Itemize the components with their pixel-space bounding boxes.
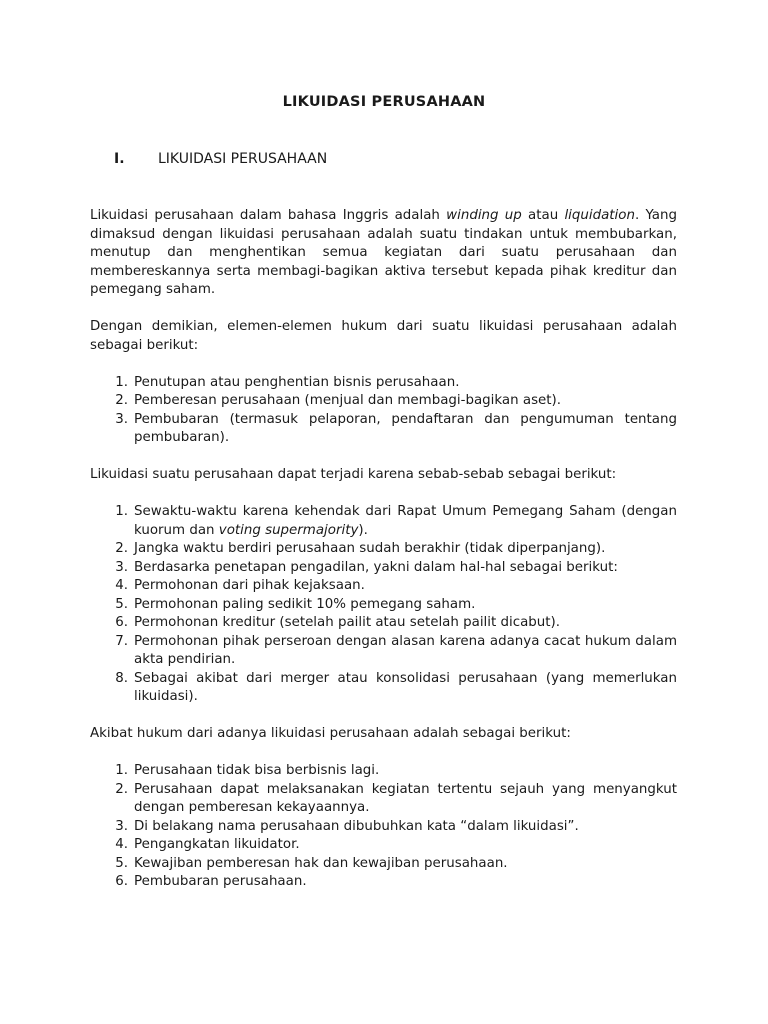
list-item xyxy=(90,614,677,633)
effects-list xyxy=(90,762,677,892)
intro-text-part3: . Yang dimaksud dengan likuidasi perusahaan adalah suatu tindakan untuk membubarkan, menutup dan menghentikan semua kegiatan dari suatu perusahaan dan membereskannya serta membagi-bagikan aktiva tersebut kepada pihak kreditur dan pemegang saham. xyxy=(90,208,677,297)
list-item-text: Perusahaan tidak bisa berbisnis lagi. xyxy=(134,763,380,778)
document-title: LIKUIDASI PERUSAHAAN xyxy=(282,94,486,110)
list-item-number: 4. xyxy=(115,837,128,852)
cause-text-part1: Sewaktu-waktu karena kehendak dari Rapat Umum Pemegang Saham (dengan kuorum dan xyxy=(134,504,677,538)
list-item-text: Di belakang nama perusahaan dibubuhkan kata “dalam likuidasi”. xyxy=(134,818,579,834)
list-item xyxy=(90,559,677,578)
list-item xyxy=(90,411,677,448)
list-item xyxy=(90,503,677,540)
list-item-number: 3. xyxy=(115,411,128,427)
document-body xyxy=(90,207,677,910)
intro-text-part1: Likuidasi perusahaan dalam bahasa Inggris adalah xyxy=(90,208,447,223)
list-item-number: 2. xyxy=(115,781,128,797)
list-item xyxy=(90,762,677,781)
list-item xyxy=(90,392,677,411)
list-item-text: Jangka waktu berdiri perusahaan sudah berakhir (tidak diperpanjang). xyxy=(134,541,606,556)
list-item-number: 6. xyxy=(115,615,128,630)
list-item-number: 8. xyxy=(115,670,128,686)
list-item-text: Pembubaran (termasuk pelaporan, pendaftaran dan pengumuman tentang pembubaran). xyxy=(134,411,677,445)
list-item-number: 3. xyxy=(115,818,128,834)
elements-intro-paragraph: Dengan demikian, elemen-elemen hukum dari suatu likuidasi perusahaan adalah sebagai berikut: xyxy=(90,319,677,353)
intro-text-part2: atau xyxy=(521,208,565,223)
list-item-number: 1. xyxy=(115,504,128,519)
section-heading xyxy=(114,151,327,167)
list-item-text: Penutupan atau penghentian bisnis perusahaan. xyxy=(134,374,460,390)
list-item-number: 3. xyxy=(115,559,128,575)
cause-text-part2: ). xyxy=(358,522,368,538)
list-item-number: 4. xyxy=(115,578,128,593)
list-item xyxy=(90,596,677,615)
section-heading-text: LIKUIDASI PERUSAHAAN xyxy=(158,151,328,167)
list-item-text xyxy=(134,503,677,540)
list-item xyxy=(90,855,677,874)
elements-list xyxy=(90,374,677,448)
section-number: I. xyxy=(114,151,125,167)
list-item-number: 6. xyxy=(115,874,128,889)
list-item-text: Permohonan paling sedikit 10% pemegang saham. xyxy=(134,596,476,612)
list-item xyxy=(90,633,677,670)
list-item-text: Perusahaan dapat melaksanakan kegiatan tertentu sejauh yang menyangkut dengan pemberesan kekayaannya. xyxy=(134,781,677,815)
list-item xyxy=(90,873,677,892)
list-item xyxy=(90,540,677,559)
list-item-number: 7. xyxy=(115,633,128,649)
list-item xyxy=(90,577,677,596)
cause-term-voting-supermajority: voting supermajority xyxy=(218,522,359,538)
list-item-number: 2. xyxy=(115,541,128,556)
intro-paragraph xyxy=(90,207,677,300)
list-item xyxy=(90,818,677,837)
causes-intro-paragraph: Likuidasi suatu perusahaan dapat terjadi karena sebab-sebab sebagai berikut: xyxy=(90,467,617,482)
causes-list xyxy=(90,503,677,707)
list-item-text: Berdasarka penetapan pengadilan, yakni dalam hal-hal sebagai berikut: xyxy=(134,559,618,575)
list-item-number: 5. xyxy=(115,855,128,871)
list-item xyxy=(90,836,677,855)
intro-term-liquidation: liquidation xyxy=(564,208,635,223)
list-item xyxy=(90,781,677,818)
list-item-text: Pemberesan perusahaan (menjual dan membagi-bagikan aset). xyxy=(134,393,562,408)
intro-term-winding-up: winding up xyxy=(446,208,522,223)
list-item-text: Kewajiban pemberesan hak dan kewajiban perusahaan. xyxy=(134,855,508,871)
list-item-number: 1. xyxy=(115,374,128,390)
list-item-number: 5. xyxy=(115,596,128,612)
list-item-number: 1. xyxy=(115,763,128,778)
list-item-text: Permohonan dari pihak kejaksaan. xyxy=(134,578,365,593)
effects-intro-paragraph: Akibat hukum dari adanya likuidasi perusahaan adalah sebagai berikut: xyxy=(90,726,571,741)
list-item-text: Sebagai akibat dari merger atau konsolidasi perusahaan (yang memerlukan likuidasi). xyxy=(134,670,677,704)
list-item-number: 2. xyxy=(115,393,128,408)
list-item-text: Permohonan kreditur (setelah pailit atau setelah pailit dicabut). xyxy=(134,615,561,630)
list-item-text: Permohonan pihak perseroan dengan alasan karena adanya cacat hukum dalam akta pendirian. xyxy=(134,633,677,667)
list-item-text: Pembubaran perusahaan. xyxy=(134,874,307,889)
list-item-text: Pengangkatan likuidator. xyxy=(134,837,300,852)
list-item xyxy=(90,670,677,707)
list-item xyxy=(90,374,677,393)
